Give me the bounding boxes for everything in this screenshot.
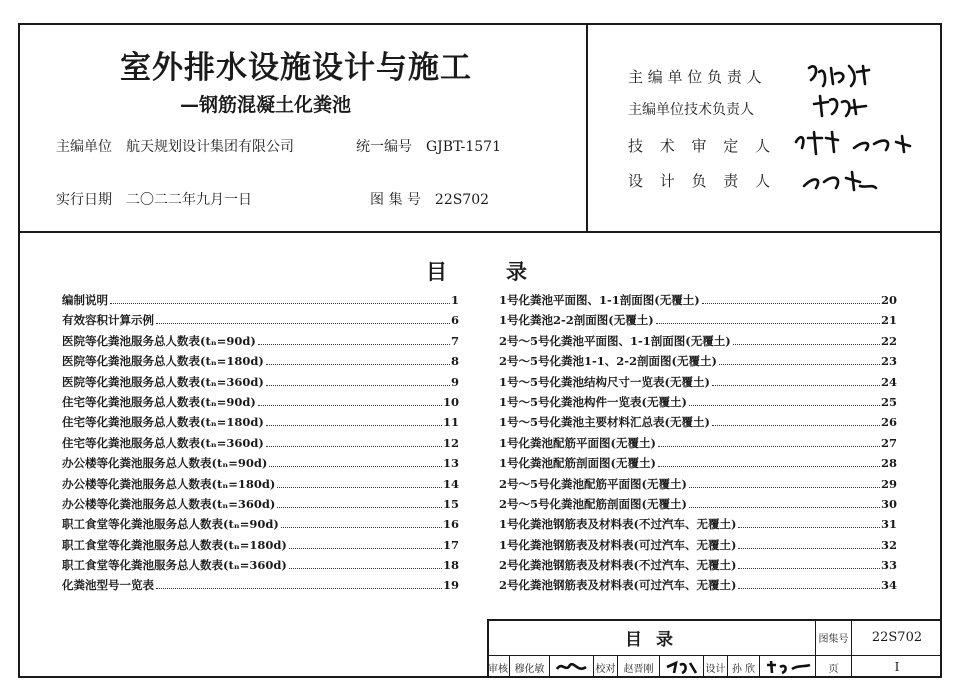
toc-entry — [499, 516, 897, 536]
toc-entry-title: 2号化粪池钢筋表及材料表(不过汽车、无覆土) — [499, 558, 737, 573]
toc-entry — [62, 435, 459, 455]
toc-leader-dots — [689, 405, 880, 406]
toc-leader-dots — [277, 487, 442, 488]
toc-entry — [499, 333, 897, 353]
tb-page-label: 页 — [815, 655, 851, 678]
toc-entry — [62, 414, 459, 434]
toc-leader-dots — [277, 507, 442, 508]
toc-entry-page: 6 — [450, 313, 459, 328]
toc-entry — [499, 312, 897, 332]
toc-entry — [62, 333, 459, 353]
tb-reviewer: 穆化敏 — [509, 655, 549, 678]
toc-leader-dots — [702, 303, 880, 304]
toc-entry-title: 1号化粪池配筋剖面图(无覆土) — [499, 456, 656, 471]
toc-entry-page: 23 — [880, 354, 897, 369]
toc-entry — [499, 435, 897, 455]
role-chief-unit-head: 主 编 单 位 负 责 人 — [628, 68, 762, 86]
toc-entry — [499, 455, 897, 475]
toc-entry-page: 24 — [880, 374, 897, 389]
toc-entry-page: 8 — [450, 354, 459, 369]
code-value: GJBT-1571 — [426, 139, 501, 155]
chief-unit-value: 航天规划设计集团有限公司 — [126, 139, 294, 155]
toc-entry-page: 17 — [442, 537, 459, 552]
toc-leader-dots — [289, 548, 442, 549]
toc-leader-dots — [733, 344, 880, 345]
toc-entry-page: 25 — [880, 394, 897, 409]
code-label: 统一编号 — [356, 139, 412, 155]
toc-leader-dots — [656, 323, 880, 324]
toc-leader-dots — [689, 487, 880, 488]
toc-entry-title: 1号～5号化粪池构件一览表(无覆土) — [499, 394, 687, 409]
header-bottom-line — [18, 231, 942, 233]
toc-entry — [62, 476, 459, 496]
toc-leader-dots — [738, 548, 880, 549]
toc-leader-dots — [258, 344, 450, 345]
toc-entry-page: 28 — [880, 456, 897, 471]
toc-entry-title: 1号～5号化粪池主要材料汇总表(无覆土) — [499, 415, 710, 430]
toc-entry — [62, 537, 459, 557]
toc-entry-title: 1号～5号化粪池结构尺寸一览表(无覆土) — [499, 374, 710, 389]
toc-entry-title: 职工食堂等化粪池服务总人数表(tₙ=360d) — [62, 558, 287, 573]
toc-entry — [499, 537, 897, 557]
toc-entry-title: 医院等化粪池服务总人数表(tₙ=360d) — [62, 374, 264, 389]
toc-entry-page: 12 — [442, 435, 459, 450]
toc-entry — [62, 312, 459, 332]
toc-entry-page: 26 — [880, 415, 897, 430]
toc-leader-dots — [658, 466, 880, 467]
toc-leader-dots — [266, 446, 442, 447]
toc-entry-page: 19 — [442, 578, 459, 593]
tb-checker-signature — [659, 655, 703, 678]
toc-leader-dots — [258, 405, 442, 406]
toc-entry-title: 2号～5号化粪池配筋剖面图(无覆土) — [499, 496, 687, 511]
effective-date — [56, 189, 252, 209]
toc-entry-title: 1号化粪池钢筋表及材料表(不过汽车、无覆土) — [499, 517, 737, 532]
toc-entry — [62, 292, 459, 312]
toc-entry-title: 医院等化粪池服务总人数表(tₙ=180d) — [62, 354, 264, 369]
toc-entry-page: 16 — [442, 517, 459, 532]
tb-check-label: 校对 — [593, 655, 617, 678]
toc-leader-dots — [266, 385, 450, 386]
toc-title-left: 目 — [426, 260, 447, 284]
toc-entry-title: 办公楼等化粪池服务总人数表(tₙ=180d) — [62, 476, 276, 491]
toc-entry-title: 化粪池型号一览表 — [62, 578, 154, 593]
toc-leader-dots — [110, 303, 450, 304]
toc-leader-dots — [712, 425, 880, 426]
signature-4 — [800, 166, 880, 196]
toc-entry-title: 职工食堂等化粪池服务总人数表(tₙ=90d) — [62, 517, 279, 532]
toc-entry-page: 20 — [880, 293, 897, 307]
toc-entry-title: 2号化粪池钢筋表及材料表(可过汽车、无覆土) — [499, 578, 737, 593]
unified-code — [356, 136, 501, 156]
toc-entry — [62, 353, 459, 373]
atlas-label: 图 集 号 — [370, 192, 421, 208]
toc-entry — [62, 557, 459, 577]
toc-entry-page: 10 — [442, 394, 459, 409]
toc-entry-page: 18 — [442, 558, 459, 573]
title-block — [487, 619, 942, 678]
role-tech-reviewer: 技 术 审 定 人 — [628, 137, 777, 155]
toc-entry-page: 30 — [880, 496, 897, 511]
toc-entry-page: 21 — [880, 313, 897, 328]
toc-entry — [499, 394, 897, 414]
toc-entry-page: 31 — [880, 517, 897, 532]
tb-page-no: I — [851, 655, 942, 678]
toc-leader-dots — [738, 568, 880, 569]
toc-left-column — [62, 292, 459, 598]
toc-entry — [499, 496, 897, 516]
tb-design-label: 设计 — [703, 655, 727, 678]
toc-leader-dots — [266, 364, 450, 365]
toc-entry-page: 33 — [880, 558, 897, 573]
tb-review-label: 审核 — [487, 655, 509, 678]
toc-entry-page: 14 — [442, 476, 459, 491]
toc-entry-page: 11 — [442, 415, 459, 430]
toc-leader-dots — [738, 588, 880, 589]
toc-entry-title: 医院等化粪池服务总人数表(tₙ=90d) — [62, 333, 256, 348]
toc-entry-page: 1 — [450, 293, 459, 307]
role-chief-unit-tech: 主编单位技术负责人 — [628, 102, 754, 118]
toc-entry — [499, 577, 897, 597]
toc-entry — [62, 516, 459, 536]
main-title: 室外排水设施设计与施工 — [120, 50, 472, 86]
toc-entry-title: 2号～5号化粪池1-1、2-2剖面图(无覆土) — [499, 354, 717, 369]
atlas-number — [370, 189, 489, 209]
toc-entry-title: 有效容积计算示例 — [62, 313, 154, 328]
tb-designer-signature — [759, 655, 815, 678]
toc-entry — [499, 353, 897, 373]
toc-leader-dots — [269, 466, 442, 467]
toc-entry-title: 住宅等化粪池服务总人数表(tₙ=180d) — [62, 415, 264, 430]
toc-leader-dots — [156, 588, 442, 589]
tb-reviewer-signature — [549, 655, 593, 678]
toc-entry-title: 编制说明 — [62, 293, 108, 307]
sheet-title: 目 录 — [625, 629, 677, 650]
atlas-value: 22S702 — [434, 192, 490, 208]
toc-entry-title: 1号化粪池2-2剖面图(无覆土) — [499, 313, 654, 328]
toc-entry — [499, 292, 897, 312]
toc-leader-dots — [712, 385, 880, 386]
toc-entry — [499, 374, 897, 394]
chief-unit — [56, 136, 294, 156]
chief-unit-label: 主编单位 — [56, 139, 112, 155]
toc-entry — [62, 394, 459, 414]
toc-entry-page: 32 — [880, 537, 897, 552]
toc-entry-title: 办公楼等化粪池服务总人数表(tₙ=90d) — [62, 456, 268, 471]
toc-entry-page: 13 — [442, 456, 459, 471]
role-design-lead: 设 计 负 责 人 — [628, 172, 777, 190]
toc-leader-dots — [266, 425, 442, 426]
toc-leader-dots — [689, 507, 880, 508]
sub-title: —钢筋混凝土化粪池 — [180, 94, 352, 116]
toc-entry — [499, 557, 897, 577]
tb-atlas-label: 图集号 — [815, 619, 851, 655]
toc-entry-title: 住宅等化粪池服务总人数表(tₙ=360d) — [62, 435, 264, 450]
toc-entry-page: 29 — [880, 476, 897, 491]
toc-entry-title: 1号化粪池平面图、1-1剖面图(无覆土) — [499, 293, 700, 307]
signature-1 — [805, 60, 875, 90]
signature-2 — [810, 92, 870, 122]
header-divider — [586, 23, 588, 232]
toc-leader-dots — [719, 364, 880, 365]
toc-entry-page: 9 — [450, 374, 459, 389]
toc-entry — [62, 455, 459, 475]
date-label: 实行日期 — [56, 192, 112, 208]
toc-leader-dots — [281, 527, 442, 528]
toc-entry-page: 15 — [442, 496, 459, 511]
toc-entry-title: 住宅等化粪池服务总人数表(tₙ=90d) — [62, 394, 256, 409]
toc-entry-title: 1号化粪池钢筋表及材料表(可过汽车、无覆土) — [499, 537, 737, 552]
date-value: 二〇二二年九月一日 — [126, 192, 252, 208]
toc-entry-page: 7 — [450, 333, 459, 348]
toc-entry-title: 职工食堂等化粪池服务总人数表(tₙ=180d) — [62, 537, 287, 552]
toc-entry-page: 27 — [880, 435, 897, 450]
toc-leader-dots — [738, 527, 880, 528]
tb-atlas-no: 22S702 — [851, 619, 942, 655]
toc-leader-dots — [289, 568, 442, 569]
tb-checker: 赵晋刚 — [617, 655, 659, 678]
toc-entry — [499, 414, 897, 434]
toc-entry — [62, 496, 459, 516]
toc-entry-title: 2号～5号化粪池配筋平面图(无覆土) — [499, 476, 687, 491]
tb-designer: 孙 欣 — [727, 655, 759, 678]
toc-entry-title: 1号化粪池配筋平面图(无覆土) — [499, 435, 656, 450]
toc-leader-dots — [658, 446, 880, 447]
toc-title-right: 录 — [506, 260, 527, 284]
toc-entry-page: 22 — [880, 333, 897, 348]
toc-entry-title: 办公楼等化粪池服务总人数表(tₙ=360d) — [62, 496, 276, 511]
toc-entry-page: 34 — [880, 578, 897, 593]
toc-entry — [62, 374, 459, 394]
toc-entry — [62, 577, 459, 597]
toc-right-column — [499, 292, 897, 598]
toc-leader-dots — [156, 323, 450, 324]
toc-entry — [499, 476, 897, 496]
toc-entry-title: 2号～5号化粪池平面图、1-1剖面图(无覆土) — [499, 333, 731, 348]
signature-3 — [792, 128, 922, 158]
